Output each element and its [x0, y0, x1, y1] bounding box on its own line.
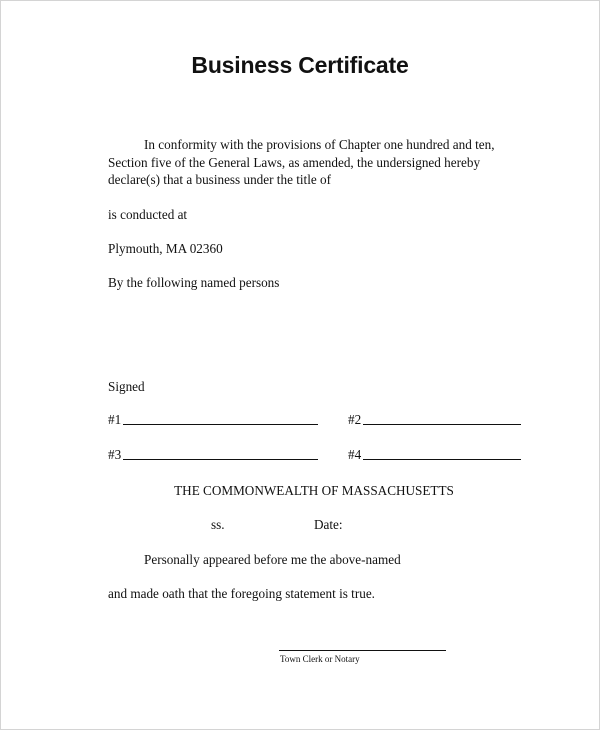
signature-3-label: #3: [108, 447, 122, 462]
signature-3[interactable]: [108, 446, 318, 463]
oath-text: and made oath that the foregoing statement is true.: [108, 586, 375, 601]
signed-label: Signed: [108, 379, 145, 394]
notary-signature-line[interactable]: [279, 650, 446, 651]
document-title: Business Certificate: [191, 52, 409, 78]
signature-1-label: #1: [108, 412, 122, 427]
appeared-text: Personally appeared before me the above-named: [144, 552, 401, 567]
signature-4-label: #4: [348, 447, 362, 462]
named-persons-label: By the following named persons: [108, 275, 280, 290]
signature-1-line[interactable]: [123, 424, 318, 425]
signature-2[interactable]: [348, 411, 521, 428]
signature-4-line[interactable]: [363, 459, 521, 460]
notary-caption: Town Clerk or Notary: [280, 654, 360, 664]
intro-paragraph: In conformity with the provisions of Chapter one hundred and ten, Section five of the General Laws, as amended, the undersigned hereby declare(s) that a business under the title of: [108, 137, 495, 187]
commonwealth-heading: THE COMMONWEALTH OF MASSACHUSETTS: [174, 483, 454, 498]
conducted-at-label: is conducted at: [108, 207, 188, 222]
ss-label: ss.: [211, 517, 225, 532]
business-address: Plymouth, MA 02360: [108, 241, 223, 256]
signature-2-label: #2: [348, 412, 362, 427]
signature-4[interactable]: [348, 446, 521, 463]
signature-1[interactable]: [108, 411, 318, 428]
signature-3-line[interactable]: [123, 459, 318, 460]
signature-2-line[interactable]: [363, 424, 521, 425]
date-label: Date:: [314, 517, 343, 532]
